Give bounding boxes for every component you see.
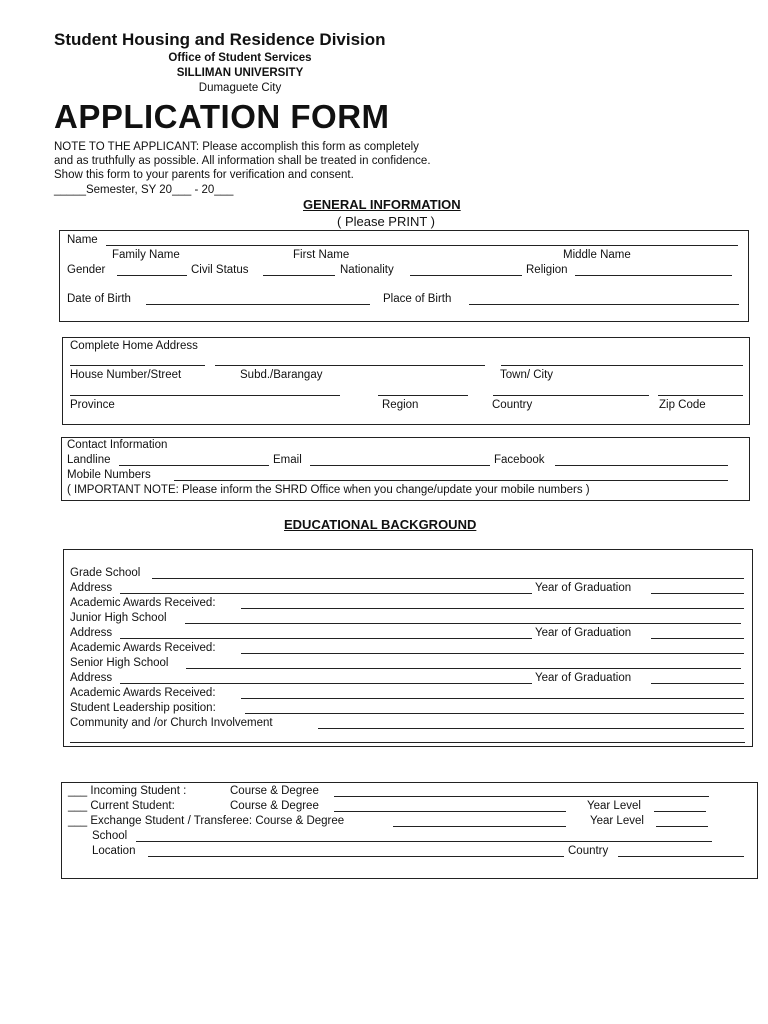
note-line-1: NOTE TO THE APPLICANT: Please accomplish this form as completely [54, 141, 419, 153]
gs-year-label: Year of Graduation [535, 582, 632, 594]
junior-high-label: Junior High School [70, 612, 167, 624]
gs-year-input[interactable] [651, 593, 744, 594]
course2-label: Course & Degree [230, 800, 319, 812]
house-label: House Number/Street [70, 369, 182, 381]
subd-input[interactable] [215, 365, 485, 366]
religion-label: Religion [526, 264, 568, 276]
course2-input[interactable] [334, 811, 566, 812]
facebook-label: Facebook [494, 454, 545, 466]
education-heading: EDUCATIONAL BACKGROUND [284, 517, 477, 532]
school-label: School [92, 830, 128, 842]
jh-address-label: Address [70, 627, 113, 639]
education-box [63, 549, 753, 747]
email-input[interactable] [310, 465, 490, 466]
name-input[interactable] [106, 245, 738, 246]
course1-label: Course & Degree [230, 785, 319, 797]
year-level2-input[interactable] [656, 826, 708, 827]
general-info-box [59, 230, 749, 322]
exchange-label[interactable]: ___ Exchange Student / Transferee: Course & Degree [68, 815, 345, 827]
city-title: Dumaguete City [198, 82, 282, 94]
sh-awards-label: Academic Awards Received: [70, 687, 216, 699]
jh-year-label: Year of Graduation [535, 627, 632, 639]
landline-label: Landline [67, 454, 111, 466]
leadership-input[interactable] [245, 713, 744, 714]
location-input[interactable] [148, 856, 564, 857]
family-name-label: Family Name [112, 249, 180, 261]
gs-address-input[interactable] [120, 593, 532, 594]
current-label[interactable]: ___ Current Student: [68, 800, 175, 812]
region-input[interactable] [378, 395, 468, 396]
year-level1-input[interactable] [654, 811, 706, 812]
province-input[interactable] [70, 395, 340, 396]
sh-address-input[interactable] [120, 683, 532, 684]
gs-address-label: Address [70, 582, 113, 594]
note-line-3: Show this form to your parents for verification and consent. [54, 169, 354, 181]
sh-year-label: Year of Graduation [535, 672, 632, 684]
province-label: Province [70, 399, 115, 411]
status-country-input[interactable] [618, 856, 744, 857]
middle-name-label: Middle Name [563, 249, 631, 261]
civil-status-input[interactable] [263, 275, 335, 276]
year-level1-label: Year Level [587, 800, 641, 812]
jh-awards-input[interactable] [241, 653, 744, 654]
jh-awards-label: Academic Awards Received: [70, 642, 216, 654]
jh-address-input[interactable] [120, 638, 532, 639]
school-input[interactable] [136, 841, 712, 842]
university-title: SILLIMAN UNIVERSITY [176, 67, 304, 79]
gs-awards-label: Academic Awards Received: [70, 597, 216, 609]
sh-year-input[interactable] [651, 683, 744, 684]
jh-year-input[interactable] [651, 638, 744, 639]
grade-school-input[interactable] [152, 578, 744, 579]
pob-input[interactable] [469, 304, 739, 305]
town-label: Town/ City [500, 369, 554, 381]
office-title: Office of Student Services [168, 52, 312, 64]
contact-title: Contact Information [67, 439, 168, 451]
incoming-label[interactable]: ___ Incoming Student : [68, 785, 187, 797]
sh-awards-input[interactable] [241, 698, 744, 699]
subd-label: Subd./Barangay [240, 369, 323, 381]
gender-input[interactable] [117, 275, 187, 276]
zip-label: Zip Code [659, 399, 706, 411]
nationality-input[interactable] [410, 275, 522, 276]
region-label: Region [382, 399, 419, 411]
exchange-course-input[interactable] [393, 826, 566, 827]
religion-input[interactable] [575, 275, 732, 276]
senior-high-input[interactable] [186, 668, 741, 669]
gs-awards-input[interactable] [241, 608, 744, 609]
note-line-2: and as truthfully as possible. All information shall be treated in confidence. [54, 155, 431, 167]
contact-box [61, 437, 750, 501]
facebook-input[interactable] [555, 465, 728, 466]
mobile-label: Mobile Numbers [67, 469, 151, 481]
country-input[interactable] [493, 395, 649, 396]
general-heading: GENERAL INFORMATION [303, 197, 461, 212]
dob-label: Date of Birth [67, 293, 131, 305]
year-level2-label: Year Level [590, 815, 644, 827]
country-label: Country [492, 399, 533, 411]
email-label: Email [273, 454, 302, 466]
community-input-2[interactable] [70, 742, 745, 743]
landline-input[interactable] [119, 465, 269, 466]
community-label: Community and /or Church Involvement [70, 717, 273, 729]
pob-label: Place of Birth [383, 293, 452, 305]
address-title: Complete Home Address [70, 340, 198, 352]
student-status-box [61, 782, 758, 879]
gender-label: Gender [67, 264, 106, 276]
community-input[interactable] [318, 728, 744, 729]
form-title: APPLICATION FORM [54, 98, 390, 135]
address-box [62, 337, 750, 425]
semester-field[interactable]: _____Semester, SY 20___ - 20___ [54, 184, 234, 196]
leadership-label: Student Leadership position: [70, 702, 216, 714]
dob-input[interactable] [146, 304, 370, 305]
nationality-label: Nationality [340, 264, 394, 276]
town-input[interactable] [501, 365, 743, 366]
location-label: Location [92, 845, 136, 857]
mobile-input[interactable] [174, 480, 728, 481]
course1-input[interactable] [334, 796, 709, 797]
house-input[interactable] [70, 365, 205, 366]
civil-status-label: Civil Status [191, 264, 249, 276]
junior-high-input[interactable] [185, 623, 741, 624]
grade-school-label: Grade School [70, 567, 141, 579]
division-title: Student Housing and Residence Division [54, 30, 386, 49]
first-name-label: First Name [293, 249, 350, 261]
mobile-note: ( IMPORTANT NOTE: Please inform the SHRD Office when you change/update your mobile numbers ) [67, 484, 590, 496]
sh-address-label: Address [70, 672, 113, 684]
zip-input[interactable] [658, 395, 743, 396]
name-label: Name [67, 234, 98, 246]
status-country-label: Country [568, 845, 609, 857]
print-note: ( Please PRINT ) [337, 214, 436, 229]
senior-high-label: Senior High School [70, 657, 169, 669]
